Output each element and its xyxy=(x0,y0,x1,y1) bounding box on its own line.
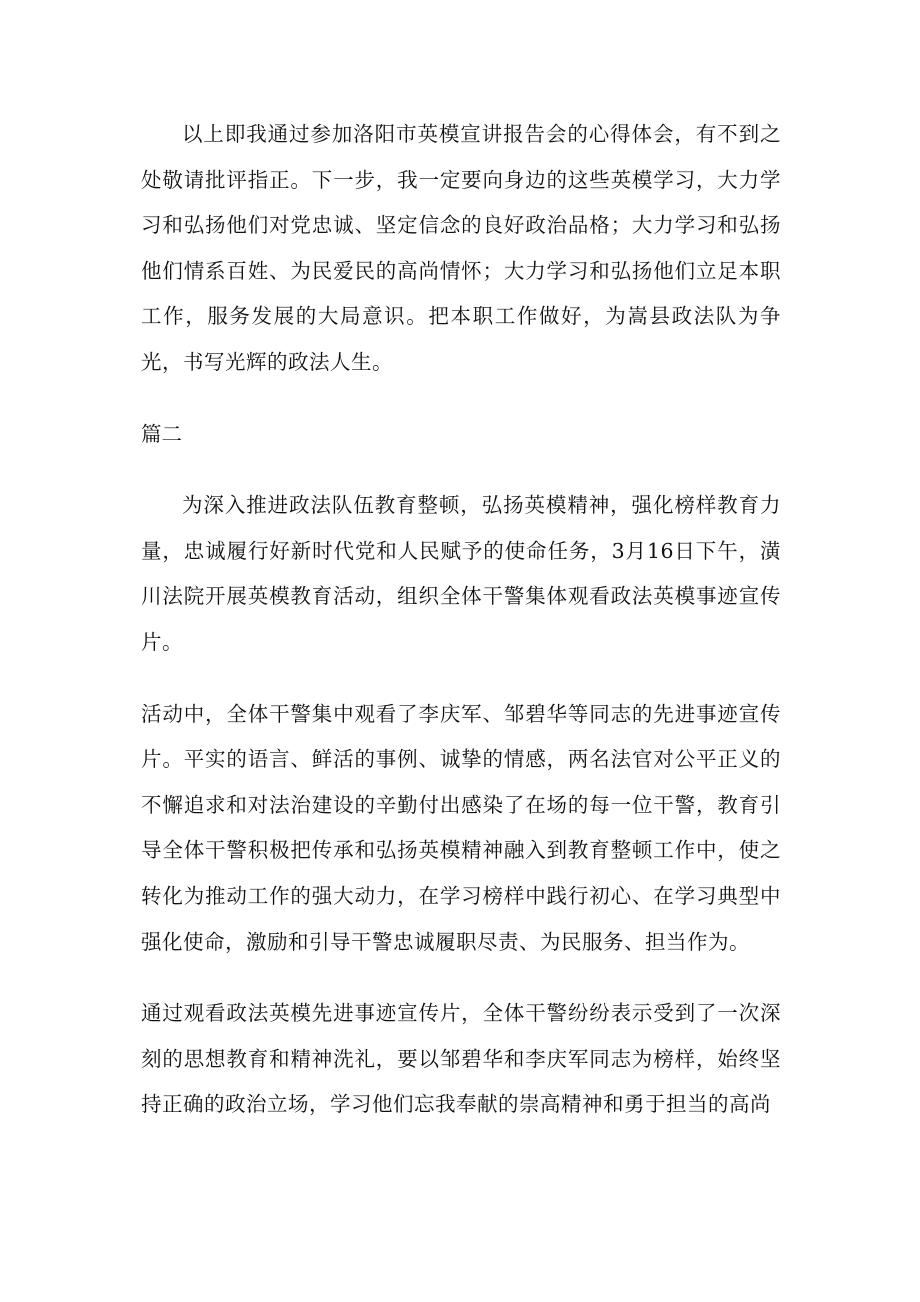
paragraph-reflection: 通过观看政法英模先进事迹宣传片，全体干警纷纷表示受到了一次深刻的思想教育和精神洗礼，要以邹碧华和李庆军同志为榜样，始终坚持正确的政治立场，学习他们忘我奉献的崇高精神和勇于担当的高尚 xyxy=(141,1001,781,1117)
paragraph-conclusion: 以上即我通过参加洛阳市英模宣讲报告会的心得体会，有不到之处敬请批评指正。下一步，我一定要向身边的这些英模学习，大力学习和弘扬他们对党忠诚、坚定信念的良好政治品格；大力学习和弘扬他们情系百姓、为民爱民的高尚情怀；大力学习和弘扬他们立足本职工作，服务发展的大局意识。把本职工作做好，为嵩县政法队为争光，书写光辉的政法人生。 xyxy=(141,122,781,374)
paragraph-intro: 为深入推进政法队伍教育整顿，弘扬英模精神，强化榜样教育力量，忠诚履行好新时代党和人民赋予的使命任务，3月16日下午，潢川法院开展英模教育活动，组织全体干警集体观看政法英模事迹宣传片。 xyxy=(141,493,781,654)
section-heading: 篇二 xyxy=(141,421,182,446)
paragraph-activity: 活动中，全体干警集中观看了李庆军、邹碧华等同志的先进事迹宣传片。平实的语言、鲜活的事例、诚挚的情感，两名法官对公平正义的不懈追求和对法治建设的辛勤付出感染了在场的每一位干警，教育引导全体干警积极把传承和弘扬英模精神融入到教育整顿工作中，使之转化为推动工作的强大动力，在学习榜样中践行初心、在学习典型中强化使命，激励和引导干警忠诚履职尽责、为民服务、担当作为。 xyxy=(141,701,781,954)
document-page xyxy=(141,112,781,1128)
